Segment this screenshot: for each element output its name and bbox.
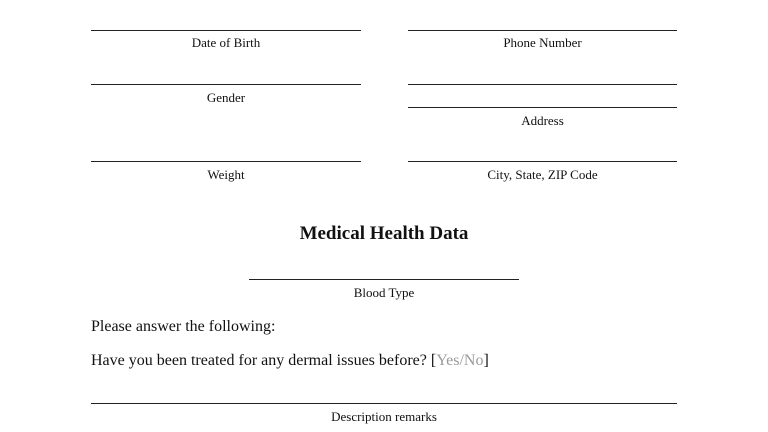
yes-no-answer-field[interactable]: Yes/No bbox=[436, 352, 484, 369]
address-input-line-1[interactable] bbox=[408, 84, 677, 85]
blood-type-label: Blood Type bbox=[353, 285, 415, 300]
instructions-text: Please answer the following: bbox=[91, 318, 276, 335]
gender-input-line[interactable] bbox=[91, 84, 361, 85]
date-of-birth-input-line[interactable] bbox=[91, 30, 361, 31]
weight-label: Weight bbox=[207, 167, 245, 182]
dermal-question-close-bracket: ] bbox=[483, 352, 489, 369]
city-state-zip-label: City, State, ZIP Code bbox=[487, 167, 598, 182]
address-label: Address bbox=[521, 113, 564, 128]
date-of-birth-label: Date of Birth bbox=[191, 35, 261, 50]
gender-label: Gender bbox=[206, 90, 246, 105]
address-input-line-2[interactable] bbox=[408, 107, 677, 108]
description-remarks-input-line[interactable] bbox=[91, 403, 677, 404]
dermal-question-text: Have you been treated for any dermal issues before? [ bbox=[91, 352, 437, 369]
phone-number-input-line[interactable] bbox=[408, 30, 677, 31]
dermal-question bbox=[91, 351, 489, 371]
phone-number-label: Phone Number bbox=[503, 35, 582, 50]
blood-type-input-line[interactable] bbox=[249, 279, 519, 280]
description-remarks-label: Description remarks bbox=[331, 409, 437, 424]
weight-input-line[interactable] bbox=[91, 161, 361, 162]
city-state-zip-input-line[interactable] bbox=[408, 161, 677, 162]
section-title: Medical Health Data bbox=[299, 223, 469, 244]
